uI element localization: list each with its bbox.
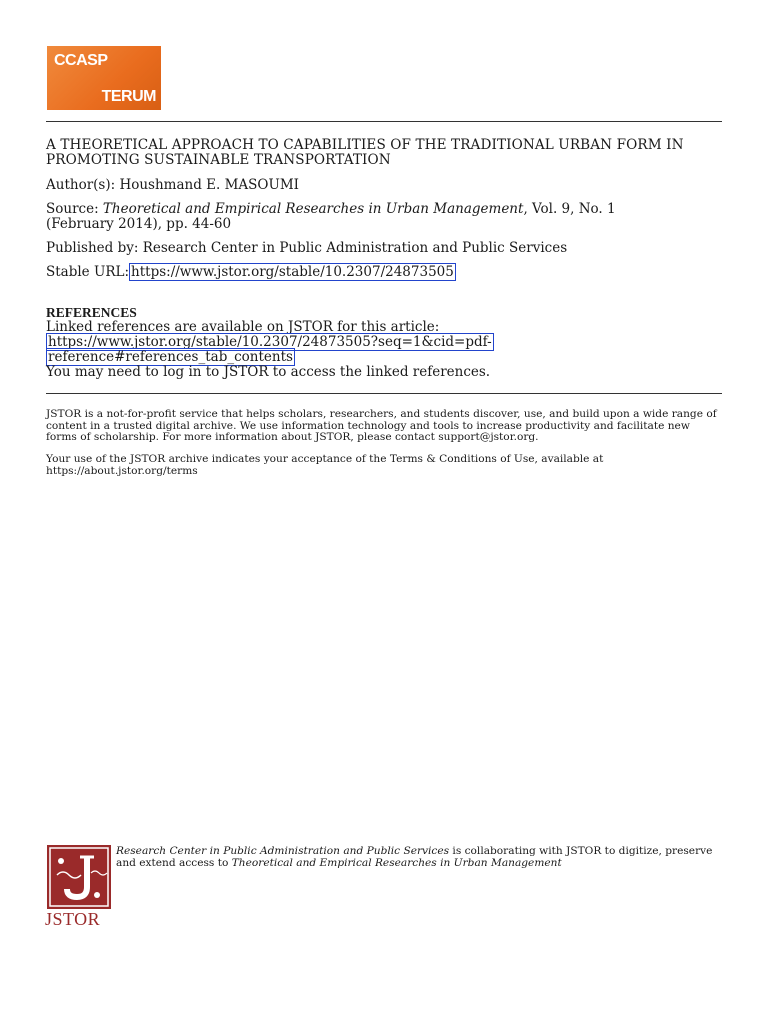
jstor-notice-paragraph-1: JSTOR is a not-for-profit service that helps scholars, researchers, and students discover, use, and build upon a wide range of content in a trusted digital archive. We use information technology and tools to increase productivity and facilitate new forms of scholarship. For more information about JSTOR, please contact support@jstor.org. [46,408,717,443]
ccasp-terum-logo [47,46,161,110]
article-title: A THEORETICAL APPROACH TO CAPABILITIES OF THE TRADITIONAL URBAN FORM IN PROMOTING SUSTAINABLE TRANSPORTATION [46,137,684,168]
stable-url-link[interactable]: https://www.jstor.org/stable/10.2307/24873505 [131,264,454,280]
jstor-wordmark: JSTOR [45,909,101,929]
collaboration-note [116,846,726,869]
jstor-seal-icon [47,845,111,909]
jstor-notice-paragraph-2: Your use of the JSTOR archive indicates your acceptance of the Terms & Conditions of Use, available at https://about.jstor.org/terms [46,453,604,477]
authors-label: Author(s): [46,177,116,193]
top-divider [46,121,722,122]
references-line-3: You may need to log in to JSTOR to access the linked references. [46,364,491,380]
logo-bottom-text: TERUM [101,88,156,105]
collaboration-org: Research Center in Public Administration and Public Services [116,845,450,857]
collaboration-middle: is collaborating with JSTOR to digitize, preserve and extend access to [116,845,713,869]
published-value: Research Center in Public Administration and Public Services [142,240,568,256]
references-heading: REFERENCES [46,305,137,320]
source-label: Source: [46,201,99,217]
authors-value: Houshmand E. MASOUMI [119,177,300,193]
middle-divider [46,393,722,394]
collaboration-journal: Theoretical and Empirical Researches in Urban Management [231,856,562,869]
published-label: Published by: [46,240,139,256]
source-line [46,202,722,232]
authors-line [46,178,722,193]
source-journal: Theoretical and Empirical Researches in Urban Management [102,201,524,217]
published-line [46,241,722,256]
stable-url-label: Stable URL: [46,264,130,280]
references-link-part-2[interactable]: reference#references_tab_contents [48,349,293,365]
references-line-1: Linked references are available on JSTOR for this article: [46,319,440,335]
references-link-part-1[interactable]: https://www.jstor.org/stable/10.2307/24873505?seq=1&cid=pdf- [48,334,492,350]
stable-url-line [46,265,722,280]
logo-top-text: CCASP [54,52,108,69]
source-date-pages: (February 2014), pp. 44-60 [46,216,232,232]
references-block [46,320,722,380]
source-details: , Vol. 9, No. 1 [523,201,616,217]
